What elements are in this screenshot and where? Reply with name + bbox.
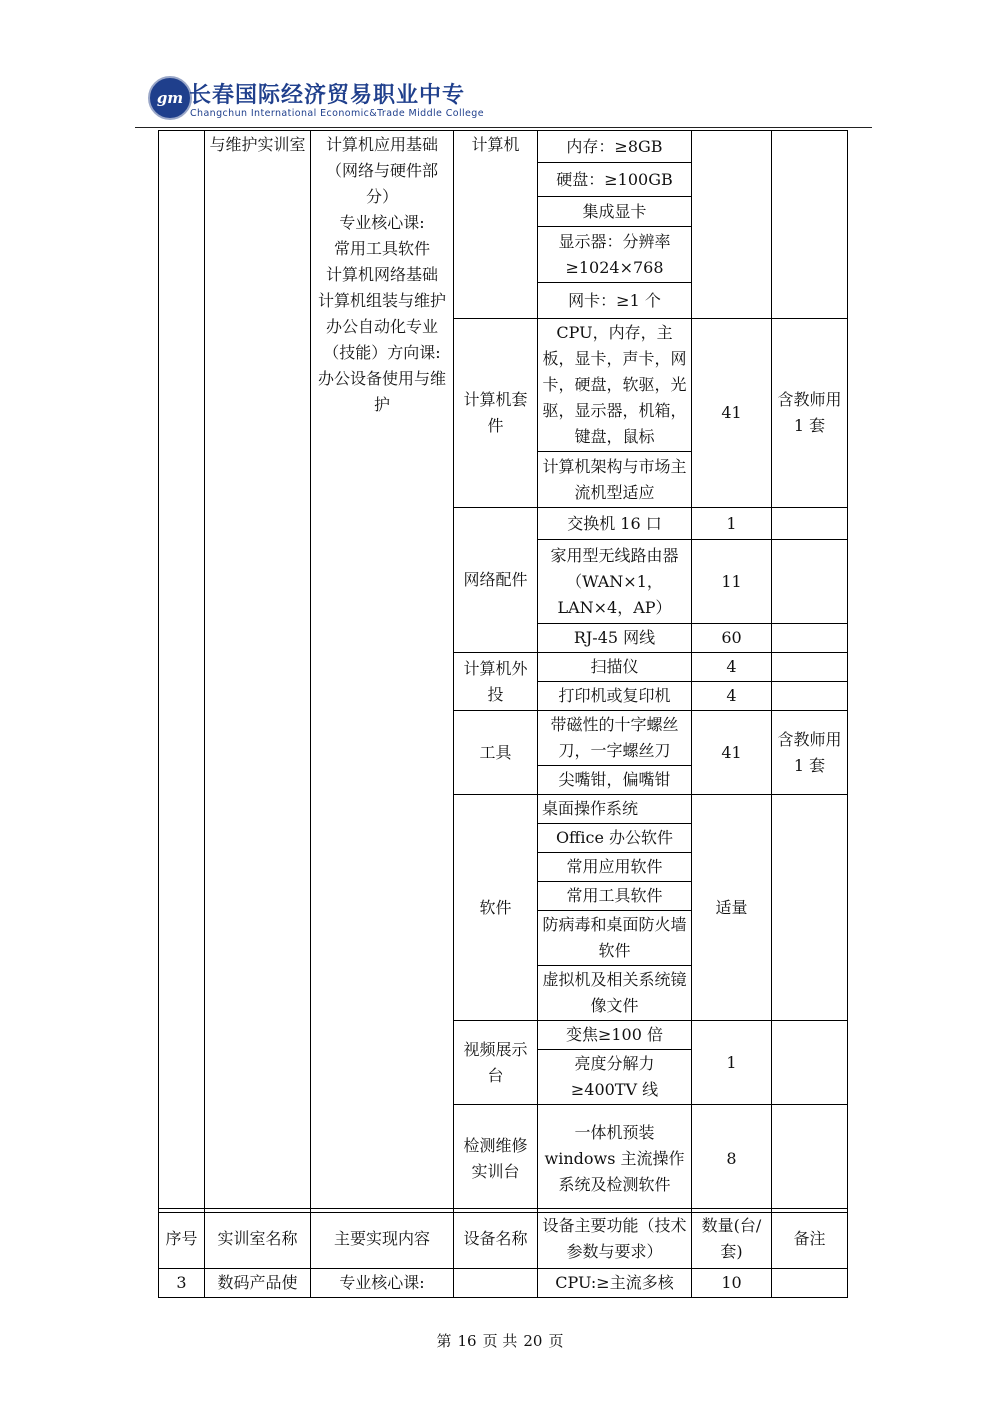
equipment-table-continued <box>158 130 848 1213</box>
table-row <box>159 131 848 163</box>
header-device-name: 设备名称 <box>454 1209 538 1269</box>
room-name-cell: 数码产品使 <box>205 1269 311 1298</box>
qty-cell: 1 <box>692 508 772 540</box>
spec-cell: 常用工具软件 <box>538 882 692 911</box>
note-cell <box>772 508 848 540</box>
note-cell <box>772 131 848 319</box>
qty-cell: 1 <box>692 1021 772 1105</box>
qty-cell: 10 <box>692 1269 772 1298</box>
header-content: 主要实现内容 <box>311 1209 454 1269</box>
content-line: 计算机组装与维护 <box>317 291 446 310</box>
content-line: 常用工具软件 <box>333 239 430 258</box>
spec-cell: 常用应用软件 <box>538 853 692 882</box>
device-name-cell: 视频展示台 <box>454 1021 538 1105</box>
spec-cell: 变焦≥100 倍 <box>538 1021 692 1050</box>
note-cell <box>772 795 848 1021</box>
spec-cell: 硬盘：≥100GB <box>538 163 692 197</box>
header-note: 备注 <box>772 1209 848 1269</box>
qty-cell: 11 <box>692 540 772 624</box>
spec-cell: 集成显卡 <box>538 197 692 227</box>
table-row <box>159 1269 848 1298</box>
spec-cell: 带磁性的十字螺丝刀，一字螺丝刀 <box>538 711 692 766</box>
school-name-en: Changchun International Economic&Trade Middle College <box>190 108 484 119</box>
note-cell <box>772 653 848 682</box>
spec-cell: 家用型无线路由器（WAN×1，LAN×4，AP） <box>538 540 692 624</box>
header-index: 序号 <box>159 1209 205 1269</box>
qty-cell: 41 <box>692 711 772 795</box>
spec-cell: CPU:≥主流多核 <box>538 1269 692 1298</box>
device-name-cell: 检测维修实训台 <box>454 1105 538 1213</box>
content-line: 办公设备使用与维护 <box>317 369 446 414</box>
content-line: 专业核心课: <box>339 213 425 232</box>
qty-cell: 4 <box>692 653 772 682</box>
school-name-cn: 长春国际经济贸易职业中专 <box>189 83 466 108</box>
header-rule <box>135 127 872 128</box>
spec-cell: 亮度分解力≥400TV 线 <box>538 1050 692 1105</box>
note-cell <box>772 1105 848 1213</box>
spec-cell: 防病毒和桌面防火墙软件 <box>538 911 692 966</box>
content-line: 计算机网络基础 <box>325 265 438 284</box>
device-name-cell: 计算机 <box>454 131 538 319</box>
device-name-cell <box>454 1269 538 1298</box>
spec-cell: 一体机预装 windows 主流操作系统及检测软件 <box>538 1105 692 1213</box>
spec-cell: 打印机或复印机 <box>538 682 692 711</box>
footer-total-pages: 20 <box>523 1332 543 1350</box>
header-qty: 数量(台/套) <box>692 1209 772 1269</box>
device-name-cell: 计算机套件 <box>454 319 538 508</box>
table-header-row <box>159 1209 848 1269</box>
spec-cell: RJ-45 网线 <box>538 624 692 653</box>
qty-cell: 60 <box>692 624 772 653</box>
page-header <box>145 72 873 130</box>
header-function: 设备主要功能（技术参数与要求） <box>538 1209 692 1269</box>
spec-cell: 交换机 16 口 <box>538 508 692 540</box>
spec-cell: 扫描仪 <box>538 653 692 682</box>
spec-cell: 桌面操作系统 <box>538 795 692 824</box>
content-line: 办公自动化专业（技能）方向课: <box>323 317 441 362</box>
spec-cell: 内存：≥8GB <box>538 131 692 163</box>
spec-cell: 虚拟机及相关系统镜像文件 <box>538 966 692 1021</box>
footer-mid: 页 共 <box>482 1332 518 1350</box>
qty-cell: 8 <box>692 1105 772 1213</box>
content-cell <box>311 131 454 1213</box>
content-line: 计算机应用基础 <box>325 135 438 154</box>
device-name-cell: 网络配件 <box>454 508 538 653</box>
index-cell: 3 <box>159 1269 205 1298</box>
note-cell <box>772 540 848 624</box>
qty-cell: 4 <box>692 682 772 711</box>
qty-cell: 41 <box>692 319 772 508</box>
logo-text: gm <box>156 89 184 107</box>
spec-cell: 网卡：≥1 个 <box>538 283 692 319</box>
note-cell <box>772 624 848 653</box>
qty-cell: 适量 <box>692 795 772 1021</box>
header-room-name: 实训室名称 <box>205 1209 311 1269</box>
content-cell: 专业核心课: <box>311 1269 454 1298</box>
spec-cell: Office 办公软件 <box>538 824 692 853</box>
spec-cell: CPU，内存，主板，显卡，声卡，网卡，硬盘，软驱，光驱，显示器，机箱，键盘，鼠标 <box>538 319 692 452</box>
page-footer <box>0 1330 1000 1351</box>
note-cell: 含教师用 1 套 <box>772 319 848 508</box>
note-cell: 含教师用 1 套 <box>772 711 848 795</box>
footer-suffix: 页 <box>548 1332 564 1350</box>
note-cell <box>772 1021 848 1105</box>
equipment-table-next <box>158 1208 848 1298</box>
school-logo <box>148 76 192 120</box>
footer-prefix: 第 <box>436 1332 452 1350</box>
spec-cell: 显示器：分辨率≥1024×768 <box>538 227 692 283</box>
note-cell <box>772 682 848 711</box>
index-cell <box>159 131 205 1213</box>
note-cell <box>772 1269 848 1298</box>
spec-cell: 计算机架构与市场主流机型适应 <box>538 452 692 508</box>
room-name-cell: 与维护实训室 <box>205 131 311 1213</box>
device-name-cell: 工具 <box>454 711 538 795</box>
device-name-cell: 计算机外投 <box>454 653 538 711</box>
content-line: （网络与硬件部分） <box>325 161 438 206</box>
qty-cell <box>692 131 772 319</box>
device-name-cell: 软件 <box>454 795 538 1021</box>
spec-cell: 尖嘴钳，偏嘴钳 <box>538 766 692 795</box>
footer-page-number: 16 <box>457 1332 477 1350</box>
